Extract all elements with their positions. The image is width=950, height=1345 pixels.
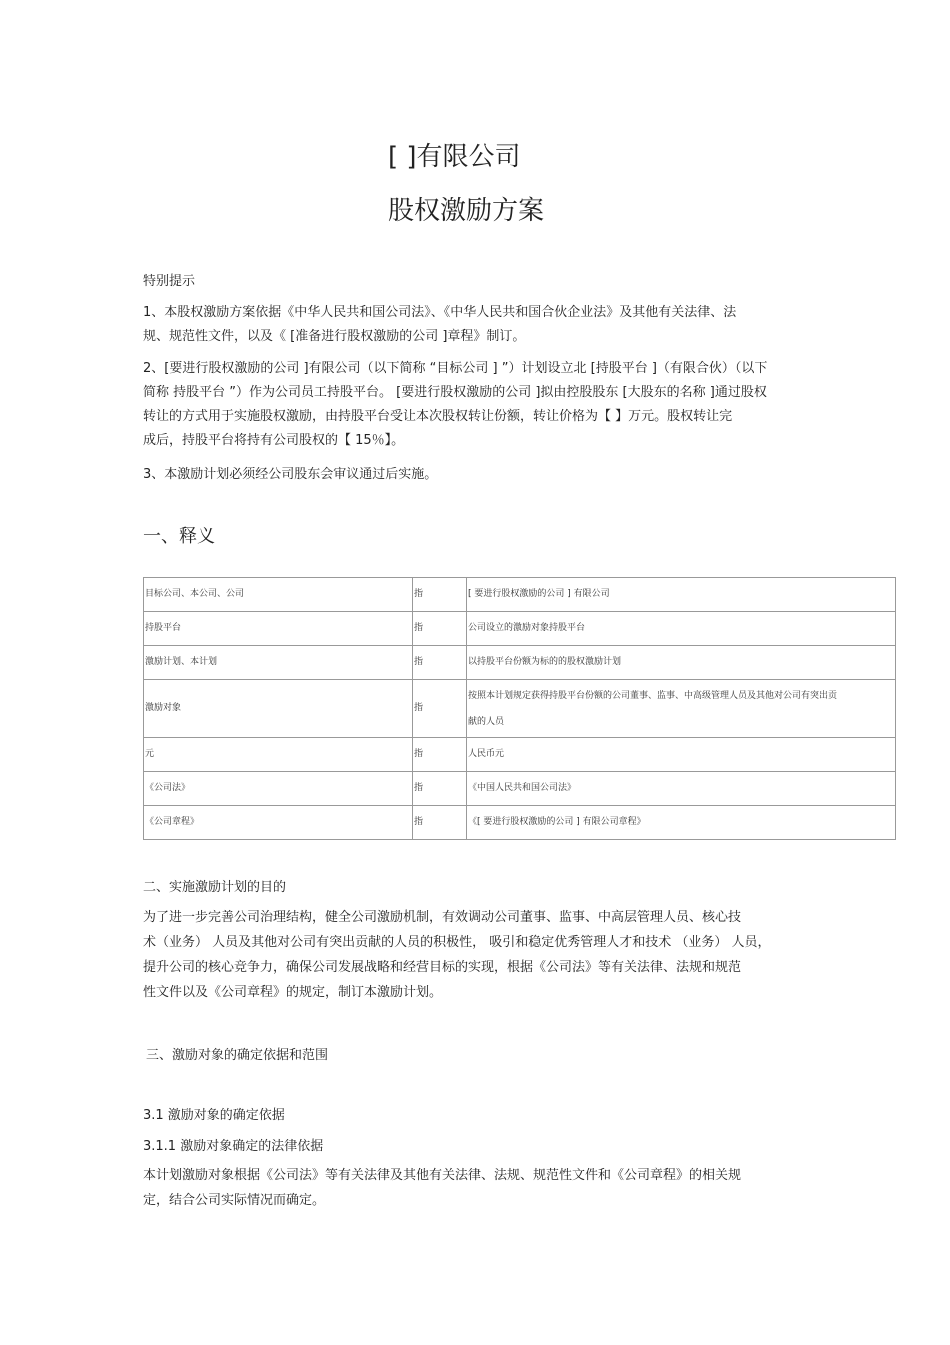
definition-text: 《中国人民共和国公司法》 [468, 783, 577, 793]
table-row [144, 612, 896, 646]
definition-text: 公司设立的激励对象持股平台 [468, 623, 586, 633]
special-notice-heading: 特别提示 [143, 274, 196, 289]
table-row [144, 738, 896, 772]
section-2-line-3: 提升公司的核心竞争力，确保公司发展战略和经营目标的实现，根据《公司法》等有关法律、法规和规范 [143, 960, 742, 975]
section-2-line-2: 术（业务） 人员及其他对公司有突出贡献的人员的积极性， 吸引和稳定优秀管理人才和技术 （业务） 人员， [143, 935, 771, 950]
section-2-heading: 二、实施激励计划的目的 [143, 880, 287, 895]
definition-cell [467, 772, 896, 806]
ref-text: 指 [414, 657, 424, 667]
ref-text: 指 [414, 623, 424, 633]
table-row [144, 680, 896, 738]
subsection-3-1-1-heading: 3.1.1 激励对象确定的法律依据 [143, 1139, 324, 1154]
term-text: 目标公司、本公司、公司 [145, 589, 245, 599]
section-2-line-4: 性文件以及《公司章程》的规定，制订本激励计划。 [143, 985, 443, 1000]
term-cell [144, 578, 413, 612]
term-cell [144, 806, 413, 840]
notice-item-2-line-3: 转让的方式用于实施股权激励，由持股平台受让本次股权转让份额，转让价格为【 】万元。股权转让完 [143, 409, 733, 424]
definition-cell [467, 578, 896, 612]
definition-text: [ 要进行股权激励的公司 ] 有限公司 [468, 589, 610, 599]
subsection-3-1-heading: 3.1 激励对象的确定依据 [143, 1108, 285, 1123]
notice-item-1-line-2: 规、规范性文件，以及《 [准备进行股权激励的公司 ]章程》制订。 [143, 329, 526, 344]
term-cell [144, 646, 413, 680]
table-row [144, 806, 896, 840]
notice-item-2-line-4: 成后，持股平台将持有公司股权的【 15％】。 [143, 433, 405, 448]
definition-text-line-2: 献的人员 [468, 716, 505, 727]
notice-item-1-line-1: 1、本股权激励方案依据《中华人民共和国公司法》、《中华人民共和国合伙企业法》及其他有关法律、法 [143, 305, 737, 320]
ref-cell [413, 680, 467, 738]
ref-text: 指 [414, 589, 424, 599]
section-2-line-1: 为了进一步完善公司治理结构，健全公司激励机制，有效调动公司董事、监事、中高层管理人员、核心技 [143, 910, 742, 925]
definition-text-line-1: 按照本计划规定获得持股平台份额的公司董事、监事、中高级管理人员及其他对公司有突出贡 [468, 690, 838, 701]
table-row [144, 646, 896, 680]
definition-cell [467, 806, 896, 840]
ref-cell [413, 612, 467, 646]
term-cell [144, 772, 413, 806]
ref-cell [413, 578, 467, 612]
ref-cell [413, 806, 467, 840]
notice-item-2-line-1: 2、[要进行股权激励的公司 ]有限公司（以下简称 “目标公司 ] ”）计划设立北 [持股平台 ]（有限合伙）（以下 [143, 361, 768, 376]
ref-cell [413, 646, 467, 680]
term-text: 《公司法》 [145, 783, 191, 793]
table-row [144, 578, 896, 612]
section-3-line-2: 定，结合公司实际情况而确定。 [143, 1193, 326, 1208]
ref-text: 指 [414, 703, 424, 713]
notice-item-2-line-2: 简称 持股平台 ”）作为公司员工持股平台。 [要进行股权激励的公司 ]拟由控股股东 [大股东的名称 ]通过股权 [143, 385, 767, 400]
section-1-heading: 一、释义 [143, 526, 215, 547]
table-row [144, 772, 896, 806]
section-3-line-1: 本计划激励对象根据《公司法》等有关法律及其他有关法律、法规、规范性文件和《公司章程》的相关规 [143, 1168, 742, 1183]
ref-text: 指 [414, 817, 424, 827]
term-text: 持股平台 [145, 623, 182, 633]
term-text: 《公司章程》 [145, 817, 200, 827]
term-cell [144, 738, 413, 772]
definitions-table [143, 577, 896, 840]
definition-text: 人民币元 [468, 749, 505, 759]
term-text: 元 [145, 749, 155, 759]
notice-item-3: 3、本激励计划必须经公司股东会审议通过后实施。 [143, 467, 438, 482]
ref-text: 指 [414, 783, 424, 793]
ref-text: 指 [414, 749, 424, 759]
definition-text: 《[ 要进行股权激励的公司 ] 有限公司章程》 [468, 817, 646, 827]
ref-cell [413, 772, 467, 806]
term-cell [144, 680, 413, 738]
definition-cell [467, 612, 896, 646]
definition-cell [467, 646, 896, 680]
term-text: 激励对象 [145, 703, 182, 713]
ref-cell [413, 738, 467, 772]
term-text: 激励计划、本计划 [145, 657, 218, 667]
section-3-heading: 三、激励对象的确定依据和范围 [146, 1048, 329, 1063]
document-title-company: [ ]有限公司 [388, 142, 521, 172]
definition-text: 以持股平台份额为标的的股权激励计划 [468, 657, 622, 667]
document-title-plan: 股权激励方案 [388, 196, 545, 226]
definition-cell [467, 738, 896, 772]
term-cell [144, 612, 413, 646]
definition-cell [467, 680, 896, 738]
